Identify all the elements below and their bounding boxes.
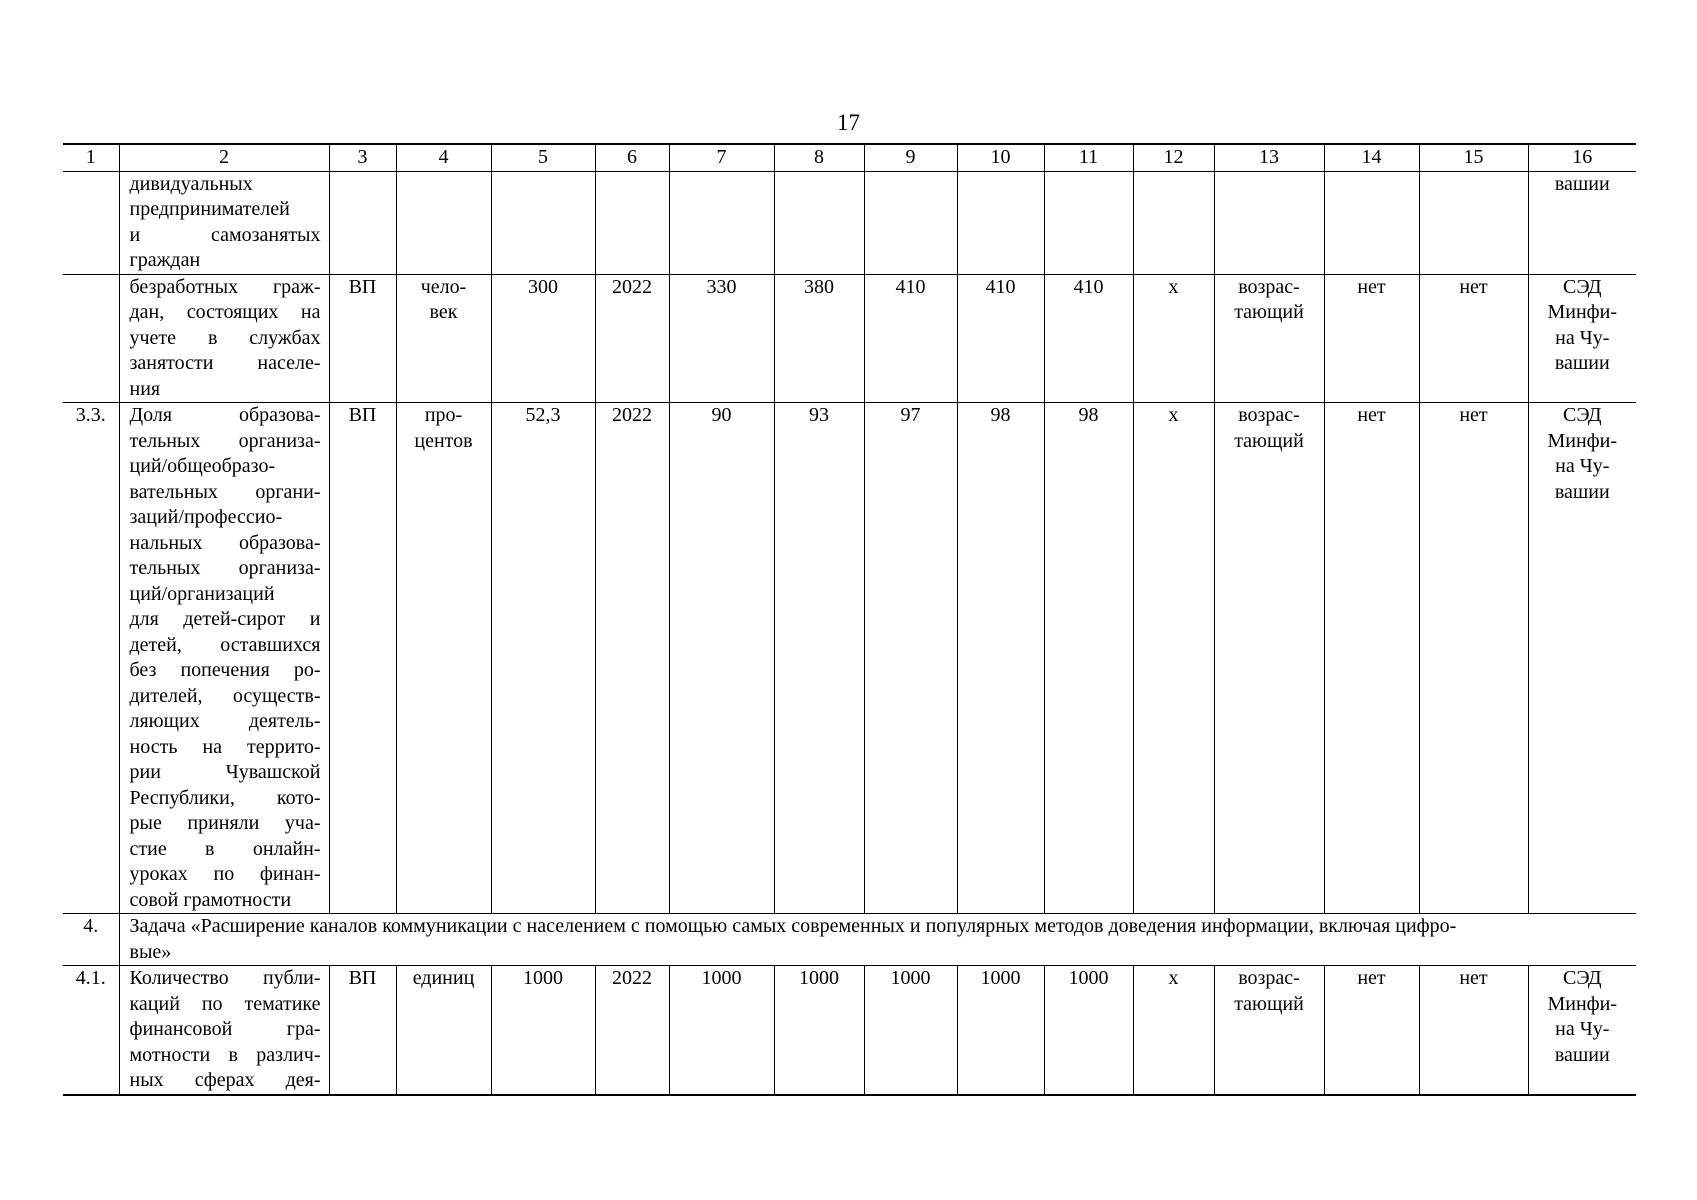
value-col-11: 98 xyxy=(1044,403,1133,914)
column-number: 7 xyxy=(669,144,774,171)
column-number: 4 xyxy=(396,144,491,171)
trend: возрас- тающий xyxy=(1214,966,1324,1095)
value-col-10 xyxy=(957,171,1044,274)
value-col-15 xyxy=(1419,171,1528,274)
data-source: СЭД Минфи- на Чу- вашии xyxy=(1528,274,1636,403)
row-number: 4.1. xyxy=(63,966,119,1095)
value-col-14: нет xyxy=(1324,403,1419,914)
value-col-11 xyxy=(1044,171,1133,274)
unit: чело- век xyxy=(396,274,491,403)
value-col-15: нет xyxy=(1419,403,1528,914)
indicator-type xyxy=(329,171,396,274)
value-col-8: 380 xyxy=(774,274,864,403)
value-col-10: 410 xyxy=(957,274,1044,403)
value-col-8 xyxy=(774,171,864,274)
column-number: 16 xyxy=(1528,144,1636,171)
indicator-type: ВП xyxy=(329,966,396,1095)
value-col-12: х xyxy=(1133,966,1214,1095)
value-col-7: 330 xyxy=(669,274,774,403)
indicator-name: безработных граж- дан, состоящих на учете в службах занятости населе- ния xyxy=(119,274,329,403)
trend: возрас- тающий xyxy=(1214,274,1324,403)
value-col-9: 1000 xyxy=(864,966,957,1095)
column-number: 10 xyxy=(957,144,1044,171)
value-col-15: нет xyxy=(1419,966,1528,1095)
value-col-14: нет xyxy=(1324,966,1419,1095)
value-col-15: нет xyxy=(1419,274,1528,403)
indicator-name: дивидуальных предпринимателей и самозанятых граждан xyxy=(119,171,329,274)
base-value xyxy=(491,171,595,274)
data-source: СЭД Минфи- на Чу- вашии xyxy=(1528,403,1636,914)
indicator-type: ВП xyxy=(329,274,396,403)
value-col-12: х xyxy=(1133,403,1214,914)
value-col-9: 410 xyxy=(864,274,957,403)
value-col-14 xyxy=(1324,171,1419,274)
indicators-table xyxy=(63,143,1636,1096)
indicator-type: ВП xyxy=(329,403,396,914)
column-number: 5 xyxy=(491,144,595,171)
value-col-12 xyxy=(1133,171,1214,274)
unit: единиц xyxy=(396,966,491,1095)
base-year: 2022 xyxy=(595,966,669,1095)
value-col-10: 98 xyxy=(957,403,1044,914)
trend xyxy=(1214,171,1324,274)
base-value: 1000 xyxy=(491,966,595,1095)
indicator-name: Количество публи- каций по тематике финансовой гра- мотности в различ- ных сферах дея- xyxy=(119,966,329,1095)
row-number xyxy=(63,274,119,403)
row-number: 3.3. xyxy=(63,403,119,914)
value-col-9: 97 xyxy=(864,403,957,914)
page-number: 17 xyxy=(837,110,860,135)
task-row xyxy=(63,914,1636,966)
trend: возрас- тающий xyxy=(1214,403,1324,914)
table-row xyxy=(63,403,1636,914)
column-number: 11 xyxy=(1044,144,1133,171)
row-number xyxy=(63,171,119,274)
column-number: 12 xyxy=(1133,144,1214,171)
column-number: 14 xyxy=(1324,144,1419,171)
value-col-14: нет xyxy=(1324,274,1419,403)
value-col-8: 93 xyxy=(774,403,864,914)
value-col-8: 1000 xyxy=(774,966,864,1095)
indicator-name: Доля образова- тельных организа- ций/общеобразо- вательных органи- заций/профессио- нальных образова- тельных организа- ций/организаций для детей-сирот и детей, оставшихся без попечения ро- дителей, осуществ- ляющих деятель- ность на террито- рии Чувашской Республики, кото- рые приняли уча- стие в онлайн- уроках по финан- совой грамотности xyxy=(119,403,329,914)
task-text: Задача «Расширение каналов коммуникации с населением с помощью самых современных и популярных методов доведения информации, включая цифро- вые» xyxy=(119,914,1636,966)
value-col-7: 90 xyxy=(669,403,774,914)
base-year: 2022 xyxy=(595,274,669,403)
value-col-7: 1000 xyxy=(669,966,774,1095)
unit: про- центов xyxy=(396,403,491,914)
column-number: 13 xyxy=(1214,144,1324,171)
base-value: 52,3 xyxy=(491,403,595,914)
column-number: 3 xyxy=(329,144,396,171)
value-col-11: 1000 xyxy=(1044,966,1133,1095)
column-number: 6 xyxy=(595,144,669,171)
base-year xyxy=(595,171,669,274)
column-number: 9 xyxy=(864,144,957,171)
column-number: 2 xyxy=(119,144,329,171)
table-row xyxy=(63,966,1636,1095)
data-source: СЭД Минфи- на Чу- вашии xyxy=(1528,966,1636,1095)
column-number: 1 xyxy=(63,144,119,171)
row-number: 4. xyxy=(63,914,119,966)
column-number-row xyxy=(63,144,1636,171)
table-row xyxy=(63,274,1636,403)
base-value: 300 xyxy=(491,274,595,403)
table-row xyxy=(63,171,1636,274)
column-number: 15 xyxy=(1419,144,1528,171)
unit xyxy=(396,171,491,274)
value-col-12: х xyxy=(1133,274,1214,403)
value-col-11: 410 xyxy=(1044,274,1133,403)
value-col-7 xyxy=(669,171,774,274)
data-source: вашии xyxy=(1528,171,1636,274)
value-col-9 xyxy=(864,171,957,274)
base-year: 2022 xyxy=(595,403,669,914)
value-col-10: 1000 xyxy=(957,966,1044,1095)
column-number: 8 xyxy=(774,144,864,171)
